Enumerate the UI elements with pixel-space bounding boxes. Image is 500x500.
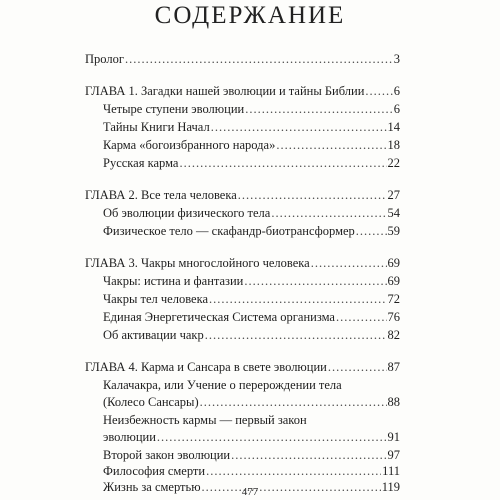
leader-dots	[206, 464, 381, 479]
toc-entry-prologue[interactable]	[85, 52, 400, 67]
toc-entry-label: ГЛАВА 4. Карма и Сансара в свете эволюции	[85, 360, 327, 374]
page-number: 477	[241, 486, 259, 498]
toc-entry-label: Русская карма	[103, 156, 179, 170]
page-title: СОДЕРЖАНИЕ	[154, 2, 346, 29]
toc-entry-label: (Колесо Сансары)	[103, 395, 199, 409]
leader-dots	[125, 52, 393, 67]
toc-entry-section[interactable]	[103, 224, 400, 239]
toc-entry-label-line1: Калачакра, или Учение о перерождении тела	[103, 378, 342, 392]
toc-entry-label: Пролог	[85, 52, 124, 66]
toc-entry-chapter-3[interactable]	[85, 256, 400, 271]
toc-entry-label: Четыре ступени эволюции	[103, 102, 245, 116]
toc-entry-label: Жизнь за смертью	[103, 480, 201, 494]
toc-entry-label: Об активации чакр	[103, 328, 204, 342]
toc-entry-page: 6	[393, 84, 400, 98]
leader-dots	[157, 430, 387, 445]
leader-dots	[276, 138, 386, 153]
toc-entry-label: Чакры тел человека	[103, 292, 209, 306]
toc-entry-section[interactable]	[103, 102, 400, 117]
toc-entry-label: ГЛАВА 3. Чакры многослойного человека	[85, 256, 310, 270]
toc-entry-section[interactable]	[103, 292, 400, 307]
leader-dots	[328, 360, 387, 375]
toc-entry-page: 3	[393, 52, 400, 66]
toc-entry-section[interactable]	[103, 448, 400, 463]
toc-entry-section[interactable]	[103, 274, 400, 289]
toc-entry-page: 111	[382, 464, 400, 478]
toc-entry-page: 27	[387, 188, 400, 202]
toc-entry-page: 72	[387, 292, 400, 306]
toc-entry-page: 82	[387, 328, 400, 342]
toc-entry-label: Тайны Книги Начал	[103, 120, 210, 134]
toc-entry-page: 91	[387, 430, 400, 444]
toc-entry-section[interactable]	[103, 430, 400, 445]
leader-dots	[271, 206, 386, 221]
toc-entry-chapter-2[interactable]	[85, 188, 400, 203]
toc-entry-page: 88	[387, 395, 400, 409]
toc-entry-section[interactable]	[103, 206, 400, 221]
leader-dots	[179, 156, 386, 171]
toc-entry-page: 69	[387, 256, 400, 270]
toc-entry-section[interactable]	[103, 156, 400, 171]
leader-dots	[245, 102, 393, 117]
leader-dots	[209, 292, 386, 307]
leader-dots	[365, 84, 392, 99]
toc-entry-section[interactable]	[103, 120, 400, 135]
toc-entry-page: 119	[381, 480, 400, 494]
leader-dots	[244, 274, 386, 289]
leader-dots	[311, 256, 387, 271]
leader-dots	[211, 120, 387, 135]
leader-dots	[205, 328, 387, 343]
toc-entry-label: Чакры: истина и фантазии	[103, 274, 244, 288]
toc-entry-label: Карма «богоизбранного народа»	[103, 138, 276, 152]
leader-dots	[356, 224, 387, 239]
toc-entry-label: Второй закон эволюции	[103, 448, 231, 462]
toc-entry-page: 6	[393, 102, 400, 116]
toc-entry-section[interactable]	[103, 464, 400, 479]
toc-entry-label: эволюции	[103, 430, 156, 444]
toc-entry-page: 59	[387, 224, 400, 238]
toc-entry-section[interactable]	[103, 328, 400, 343]
toc-entry-page: 18	[387, 138, 400, 152]
leader-dots	[231, 448, 386, 463]
leader-dots	[238, 188, 387, 203]
toc-entry-page: 76	[387, 310, 400, 324]
leader-dots	[336, 310, 387, 325]
toc-entry-page: 22	[387, 156, 400, 170]
toc-entry-section[interactable]	[103, 310, 400, 325]
toc-entry-section[interactable]	[103, 395, 400, 410]
toc-entry-label: ГЛАВА 2. Все тела человека	[85, 188, 237, 202]
leader-dots	[200, 395, 387, 410]
toc-entry-label: Об эволюции физического тела	[103, 206, 271, 220]
toc-entry-label: Физическое тело — скафандр-биотрансформер	[103, 224, 355, 238]
toc-entry-label: ГЛАВА 1. Загадки нашей эволюции и тайны Библии	[85, 84, 365, 98]
toc-entry-page: 69	[387, 274, 400, 288]
toc-entry-page: 54	[387, 206, 400, 220]
toc-entry-page: 97	[387, 448, 400, 462]
toc-entry-chapter-1[interactable]	[85, 84, 400, 99]
toc-entry-page: 14	[387, 120, 400, 134]
toc-entry-page: 87	[387, 360, 400, 374]
toc-entry-chapter-4[interactable]	[85, 360, 400, 375]
toc-entry-label-line1: Неизбежность кармы — первый закон	[103, 413, 307, 427]
toc-entry-label: Философия смерти	[103, 464, 206, 478]
toc-entry-section[interactable]	[103, 138, 400, 153]
toc-entry-label: Единая Энергетическая Система организма	[103, 310, 335, 324]
